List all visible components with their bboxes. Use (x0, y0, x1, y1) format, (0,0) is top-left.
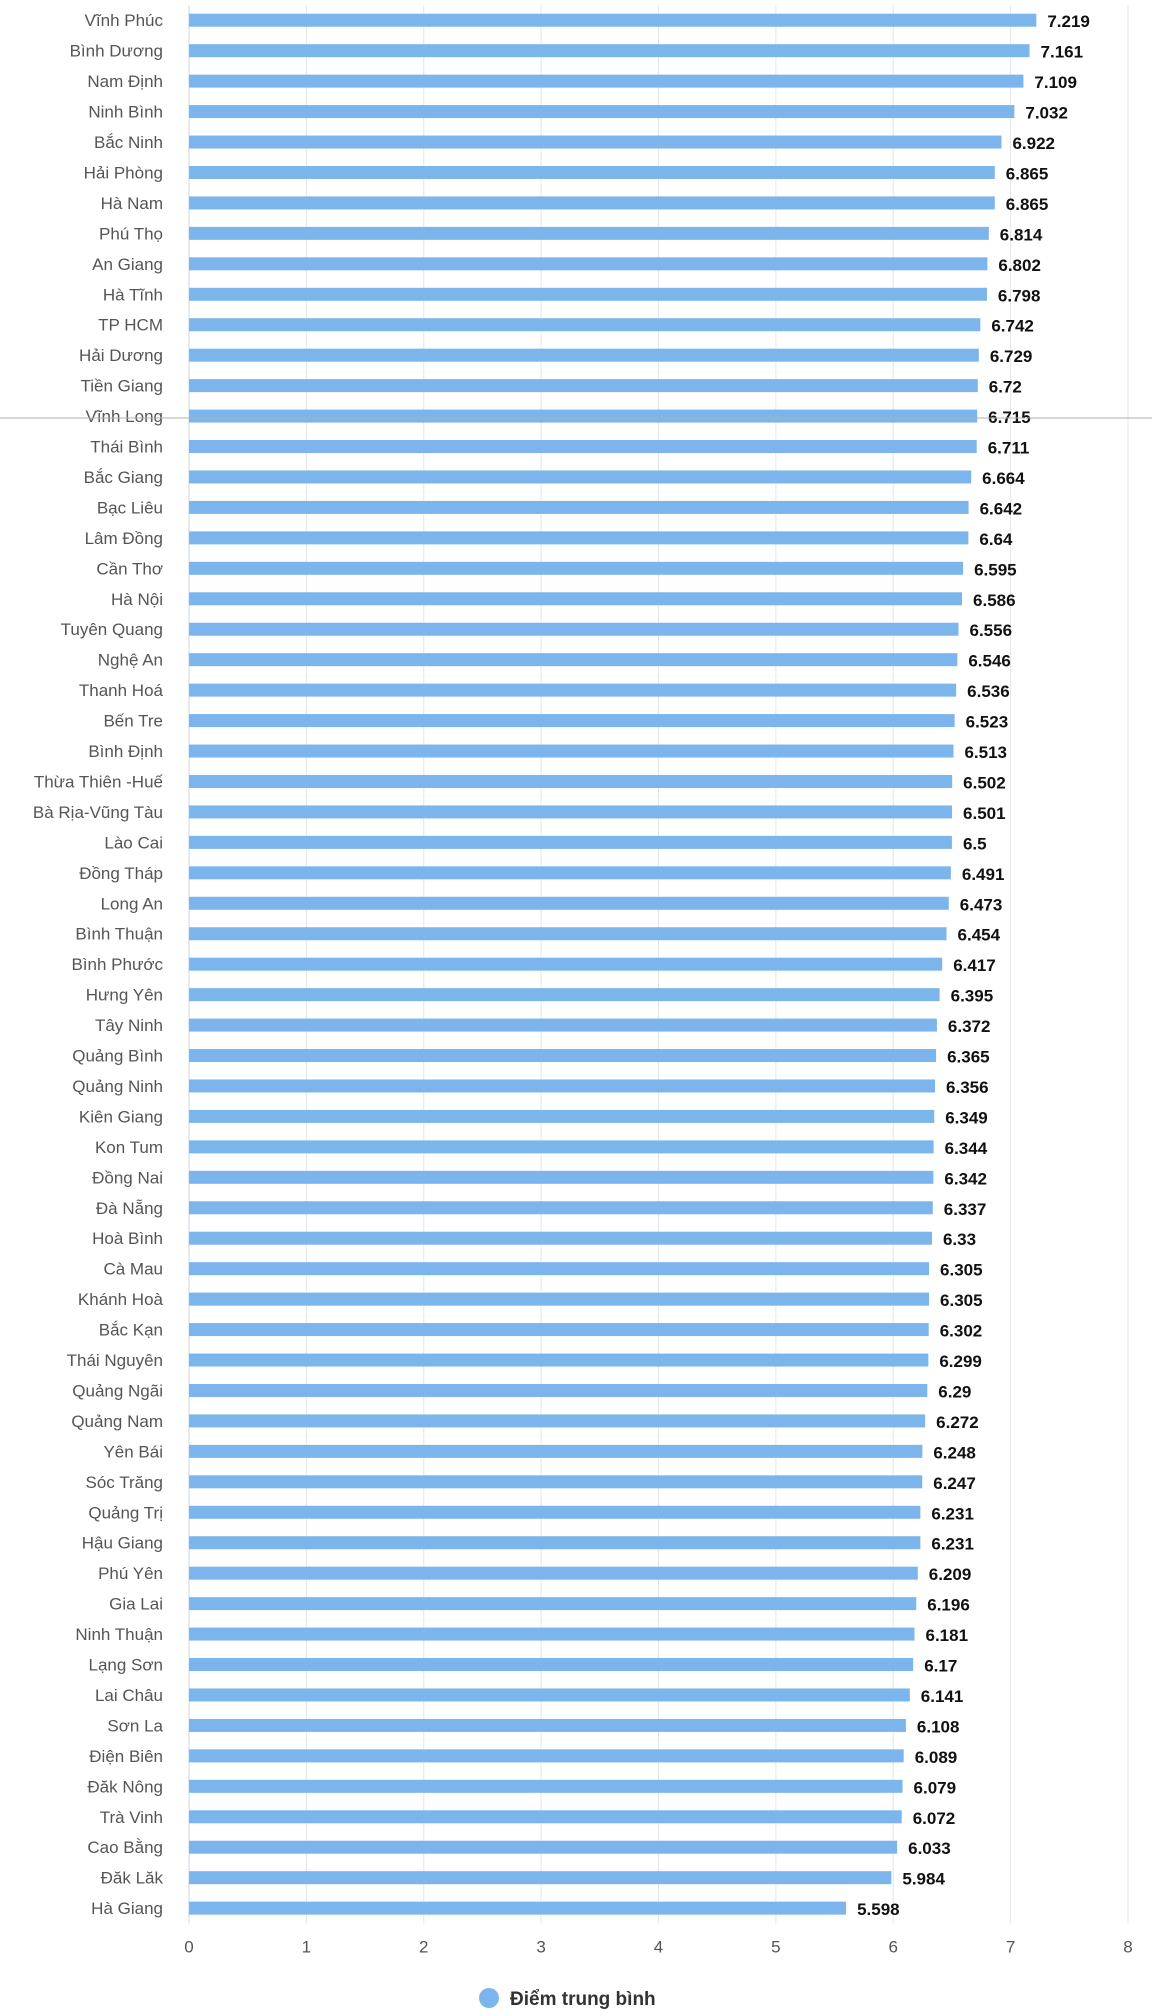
bar[interactable] (189, 75, 1023, 88)
data-label: 6.344 (944, 1138, 988, 1158)
x-axis-ticks (184, 1937, 1132, 1956)
data-label: 6.865 (1005, 164, 1049, 184)
category-label: Thanh Hoá (78, 681, 163, 701)
data-label: 7.032 (1025, 103, 1068, 123)
category-label: TP HCM (98, 315, 163, 335)
category-label: Đăk Lăk (100, 1868, 163, 1888)
bar[interactable] (189, 501, 969, 514)
bar[interactable] (189, 927, 947, 940)
data-label: 6.365 (947, 1047, 990, 1067)
data-label: 6.502 (963, 773, 1006, 793)
category-label: Long An (100, 894, 163, 914)
bar[interactable] (189, 318, 980, 331)
data-label: 6.523 (965, 712, 1009, 732)
bar[interactable] (189, 1049, 936, 1062)
bar[interactable] (189, 1567, 918, 1580)
data-label: 6.349 (945, 1108, 988, 1128)
category-label: Ninh Thuận (75, 1625, 163, 1645)
legend-label: Điểm trung bình (510, 1989, 656, 2010)
data-label: 6.079 (913, 1778, 957, 1798)
category-label: Sóc Trăng (85, 1472, 163, 1492)
category-label: Ninh Bình (88, 102, 163, 122)
bar[interactable] (189, 775, 952, 788)
bar[interactable] (189, 805, 952, 818)
bar[interactable] (189, 1475, 922, 1488)
legend[interactable] (479, 1988, 656, 2010)
category-label: Trà Vinh (99, 1807, 163, 1827)
bar[interactable] (189, 1079, 935, 1092)
category-label: Yên Bái (103, 1442, 163, 1462)
category-label: Đồng Nai (92, 1168, 163, 1188)
data-label: 6.181 (925, 1626, 969, 1646)
data-label: 6.196 (927, 1595, 970, 1615)
data-label: 6.798 (997, 286, 1041, 306)
data-label: 6.033 (908, 1839, 951, 1859)
data-label: 6.209 (928, 1565, 972, 1585)
bar[interactable] (189, 562, 963, 575)
legend-marker (479, 1988, 499, 2008)
data-label: 6.536 (967, 682, 1010, 702)
category-label: Quảng Bình (72, 1046, 163, 1066)
x-tick-label: 7 (1005, 1937, 1016, 1957)
data-label: 6.642 (979, 499, 1023, 519)
category-label: Bình Thuận (75, 924, 163, 944)
bar[interactable] (189, 1688, 910, 1701)
bar[interactable] (189, 44, 1030, 57)
data-label: 6.417 (953, 956, 996, 976)
data-label: 6.64 (979, 529, 1013, 549)
bar[interactable] (189, 1232, 932, 1245)
data-label: 5.984 (902, 1869, 945, 1889)
bar[interactable] (189, 1597, 916, 1610)
bar[interactable] (189, 1658, 913, 1671)
bar[interactable] (189, 866, 951, 879)
category-label: Quảng Ngãi (72, 1381, 163, 1401)
bar[interactable] (189, 1749, 904, 1762)
category-label: Bến Tre (103, 711, 163, 731)
bar[interactable] (189, 745, 953, 758)
data-label: 6.248 (933, 1443, 976, 1463)
data-label: 6.231 (931, 1504, 974, 1524)
bar[interactable] (189, 196, 995, 209)
data-label: 6.742 (991, 316, 1034, 336)
category-label: Điện Biên (89, 1746, 163, 1766)
data-label: 6.711 (987, 438, 1030, 458)
category-label: Vĩnh Phúc (84, 11, 163, 31)
bar[interactable] (189, 1628, 914, 1641)
data-label: 6.072 (912, 1808, 956, 1828)
bar[interactable] (189, 1414, 925, 1427)
category-label: Hậu Giang (81, 1533, 163, 1553)
category-label: Nghệ An (97, 650, 163, 670)
data-label: 6.29 (938, 1382, 972, 1402)
data-label: 6.865 (1005, 194, 1049, 214)
data-label: 6.501 (963, 803, 1006, 823)
bar[interactable] (189, 1171, 933, 1184)
data-label: 7.109 (1034, 73, 1077, 93)
bar[interactable] (189, 1323, 929, 1336)
bar[interactable] (189, 1506, 920, 1519)
category-label: Gia Lai (109, 1594, 163, 1614)
data-label: 6.586 (973, 590, 1016, 610)
category-label: Cần Thơ (96, 559, 163, 579)
category-label: Cao Bằng (87, 1838, 163, 1858)
category-label: Kiên Giang (78, 1107, 163, 1127)
category-label: Bình Dương (69, 41, 163, 61)
bar[interactable] (189, 1140, 934, 1153)
bar[interactable] (189, 14, 1036, 27)
category-label: Sơn La (107, 1716, 163, 1736)
x-tick-label: 1 (301, 1937, 312, 1957)
bar[interactable] (189, 136, 1001, 149)
data-label: 6.17 (924, 1656, 958, 1676)
category-label: Phú Yên (98, 1564, 163, 1584)
category-label: Bắc Ninh (94, 133, 163, 153)
bar[interactable] (189, 1019, 937, 1032)
category-label: Thái Nguyên (66, 1351, 163, 1371)
category-label: Tiền Giang (80, 376, 163, 396)
bar[interactable] (189, 105, 1014, 118)
x-tick-label: 4 (653, 1937, 664, 1957)
data-label: 6.72 (988, 377, 1022, 397)
category-label: Quảng Nam (71, 1411, 163, 1431)
bar[interactable] (189, 684, 956, 697)
category-label: Tuyên Quang (60, 620, 163, 640)
data-label: 6.595 (974, 560, 1017, 580)
bar[interactable] (189, 1201, 933, 1214)
category-label: Hoà Bình (92, 1229, 163, 1249)
data-label: 6.089 (914, 1747, 958, 1767)
data-label: 6.513 (964, 743, 1008, 763)
category-label: Hải Dương (79, 346, 163, 366)
bar[interactable] (189, 1902, 846, 1915)
bar[interactable] (189, 1810, 902, 1823)
data-label: 6.491 (961, 864, 1005, 884)
bar[interactable] (189, 1719, 906, 1732)
data-label: 6.33 (942, 1230, 977, 1250)
x-tick-label: 5 (771, 1937, 781, 1957)
category-label: Cà Mau (103, 1259, 163, 1279)
category-label: Hưng Yên (85, 985, 163, 1005)
bar[interactable] (189, 653, 957, 666)
data-label: 6.814 (999, 225, 1043, 245)
category-label: Lai Châu (94, 1685, 163, 1705)
category-label: Nam Định (87, 72, 163, 92)
data-label: 6.305 (940, 1260, 983, 1280)
bar[interactable] (189, 714, 955, 727)
bar[interactable] (189, 1293, 929, 1306)
category-label: Lâm Đồng (84, 528, 163, 548)
category-label: Tây Ninh (94, 1016, 163, 1036)
data-label: 6.395 (950, 986, 994, 1006)
category-label: Thừa Thiên -Huế (33, 772, 163, 792)
data-label: 5.598 (857, 1900, 900, 1920)
data-label: 6.231 (931, 1534, 974, 1554)
bar[interactable] (189, 531, 968, 544)
data-label: 6.302 (939, 1321, 983, 1341)
category-label: Thái Bình (90, 437, 163, 457)
bar[interactable] (189, 1384, 927, 1397)
category-label: Hải Phòng (83, 163, 163, 183)
category-label: Hà Nội (111, 589, 163, 609)
data-label: 6.272 (936, 1412, 979, 1432)
data-label: 6.556 (969, 621, 1013, 641)
bar[interactable] (189, 440, 977, 453)
data-label: 6.372 (947, 1017, 991, 1037)
data-label: 6.664 (982, 468, 1025, 488)
category-label: Bắc Giang (83, 467, 163, 487)
category-label: Lạng Sơn (88, 1655, 163, 1675)
bar[interactable] (189, 897, 949, 910)
data-label: 6.473 (959, 895, 1003, 915)
x-tick-label: 8 (1123, 1937, 1133, 1957)
bar[interactable] (189, 1841, 897, 1854)
bar[interactable] (189, 166, 995, 179)
data-label: 6.356 (946, 1077, 989, 1097)
data-label: 6.337 (943, 1199, 987, 1219)
data-label: 6.729 (989, 347, 1033, 367)
category-label: Phú Thọ (99, 224, 163, 244)
category-label: Đà Nẵng (95, 1198, 163, 1218)
bar[interactable] (189, 1354, 928, 1367)
bar[interactable] (189, 1262, 929, 1275)
bar[interactable] (189, 349, 979, 362)
bar[interactable] (189, 988, 940, 1001)
data-label: 6.454 (957, 925, 1001, 945)
bar[interactable] (189, 227, 989, 240)
category-label: Hà Nam (100, 193, 163, 213)
bar[interactable] (189, 623, 959, 636)
data-label: 6.305 (940, 1291, 983, 1311)
category-label: Quảng Ninh (72, 1076, 163, 1096)
category-label: Quảng Trị (88, 1503, 163, 1523)
bars (189, 14, 1036, 1915)
bar[interactable] (189, 1871, 891, 1884)
bar[interactable] (189, 288, 987, 301)
data-label: 6.141 (920, 1686, 964, 1706)
bar[interactable] (189, 410, 977, 423)
data-label: 6.299 (939, 1352, 982, 1372)
data-label: 6.247 (933, 1473, 976, 1493)
bar[interactable] (189, 1536, 920, 1549)
category-label: An Giang (92, 254, 163, 274)
category-label: Hà Giang (91, 1899, 163, 1919)
data-label: 6.546 (968, 651, 1011, 671)
bar[interactable] (189, 379, 978, 392)
bar[interactable] (189, 592, 962, 605)
data-label: 6.5 (962, 834, 987, 854)
bar[interactable] (189, 958, 942, 971)
category-label: Đồng Tháp (79, 863, 163, 883)
category-label: Hà Tĩnh (102, 285, 163, 305)
data-label: 7.161 (1040, 42, 1084, 62)
x-tick-label: 3 (536, 1937, 546, 1957)
category-label: Bạc Liêu (96, 498, 163, 518)
data-label: 6.715 (988, 408, 1031, 428)
x-tick-label: 2 (419, 1937, 429, 1957)
bar[interactable] (189, 1110, 934, 1123)
category-label: Bắc Kạn (98, 1320, 163, 1340)
category-label: Bà Rịa-Vũng Tàu (32, 802, 163, 822)
bar[interactable] (189, 836, 952, 849)
bar[interactable] (189, 257, 987, 270)
data-label: 6.108 (916, 1717, 960, 1737)
category-label: Kon Tum (94, 1137, 163, 1157)
bar[interactable] (189, 470, 971, 483)
category-label: Khánh Hoà (77, 1290, 163, 1310)
data-label: 6.922 (1012, 134, 1056, 154)
bar[interactable] (189, 1780, 903, 1793)
category-label: Đăk Nông (87, 1777, 163, 1797)
data-label: 7.219 (1047, 12, 1090, 32)
bar[interactable] (189, 1445, 922, 1458)
x-tick-label: 6 (888, 1937, 898, 1957)
data-label: 6.802 (998, 255, 1041, 275)
category-labels (33, 11, 164, 1918)
data-label: 6.342 (944, 1169, 987, 1189)
category-label: Bình Phước (71, 955, 163, 975)
category-label: Lào Cai (104, 833, 163, 853)
category-label: Bình Định (88, 742, 163, 762)
category-label: Vĩnh Long (85, 407, 163, 427)
x-tick-label: 0 (184, 1937, 194, 1957)
